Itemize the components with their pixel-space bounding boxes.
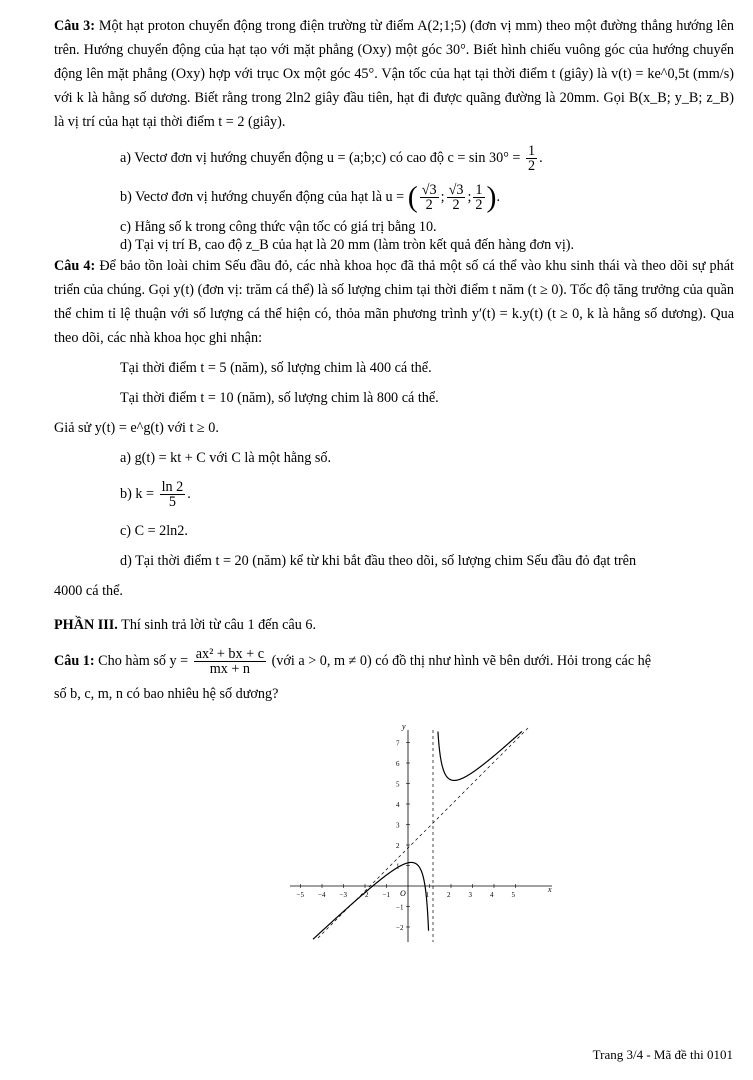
y-axis-label: y bbox=[402, 722, 406, 731]
x-tick-label: −5 bbox=[296, 891, 304, 899]
q3-option-b: b) Vectơ đơn vị hướng chuyển động của hạt là u = ( $\frac{√3}{2}$ ; $\frac{√3}{2}$ ; $\frac{1}{2}$ ). bbox=[120, 180, 501, 214]
q1-intro bbox=[54, 647, 734, 676]
q1-num: ax² + bx + c bbox=[195, 646, 265, 662]
page-footer: Trang 3/4 - Mã đề thi 0101 bbox=[592, 1047, 733, 1062]
q3-b-frac2 bbox=[447, 183, 466, 212]
q4-option-d: d) Tại thời điểm t = 20 (năm) kể từ khi bắt đầu theo dõi, số lượng chim Sếu đầu đỏ đạt trên bbox=[120, 553, 637, 569]
q3-option-c: c) Hằng số k trong công thức vận tốc có giá trị bằng 10. bbox=[120, 219, 437, 235]
y-tick-label: −2 bbox=[396, 924, 404, 932]
x-tick-label: 1 bbox=[425, 891, 429, 899]
x-tick-label: −4 bbox=[318, 891, 326, 899]
y-tick-label: 1 bbox=[396, 862, 400, 871]
q4-option-a: a) g(t) = kt + C với C là một hằng số. bbox=[120, 450, 332, 466]
q3-option-a: a) Vectơ đơn vị hướng chuyển động u = (a;b;c) có cao độ c = sin 30° = $\frac{1}{2}$ . bbox=[120, 143, 543, 174]
x-tick-label: 2 bbox=[447, 891, 451, 899]
q4-b-num: ln 2 bbox=[161, 479, 184, 495]
curve-right-branch bbox=[438, 731, 522, 780]
q3-b-text: b) Vectơ đơn vị hướng chuyển động của hạt là u = bbox=[120, 188, 405, 205]
y-tick-label: 6 bbox=[396, 760, 400, 768]
y-tick-label: 5 bbox=[396, 780, 400, 789]
q3-a-den: 2 bbox=[527, 158, 536, 174]
x-tick-label: −2 bbox=[361, 891, 369, 899]
x-tick-label: 3 bbox=[468, 891, 472, 899]
x-tick-label: −1 bbox=[382, 891, 390, 899]
x-tick-label: 5 bbox=[511, 891, 515, 899]
part3-label: PHẦN III. bbox=[54, 617, 118, 633]
y-tick-label: 2 bbox=[396, 842, 400, 850]
q3-a-num: 1 bbox=[527, 143, 536, 159]
part3-heading bbox=[54, 613, 734, 637]
q4-observation-1: Tại thời điểm t = 5 (năm), số lượng chim là 400 cá thể. bbox=[120, 360, 432, 376]
q3-b-frac1-den: 2 bbox=[425, 197, 433, 213]
q4-b-den: 5 bbox=[168, 494, 176, 510]
q4-b-fraction bbox=[160, 480, 186, 509]
q3-b-frac3-den: 2 bbox=[475, 197, 483, 213]
q3-b-frac3-num: 1 bbox=[475, 182, 483, 198]
q4-intro-text: Để bảo tồn loài chim Sếu đầu đỏ, các nhà khoa học đã thả một số cá thể vào khu sinh thái và theo dõi sự phát triển của chúng. Gọi y(t) (đơn vị: trăm cá thể) là số lượng chim tại thời điểm t năm (t ≥ 0). Tốc độ tăng trưởng của quần thể chim tỉ lệ thuận với số lượng cá thể hiện có, thỏa mãn phương trình y′(t) = k.y(t) (t ≥ 0, k là hằng số dương). Qua theo dõi, các nhà khoa học ghi nhận: bbox=[54, 258, 734, 346]
q3-b-frac1 bbox=[420, 183, 439, 212]
q3-b-frac2-num: √3 bbox=[448, 182, 464, 198]
q1-den: mx + n bbox=[209, 661, 251, 677]
q3-label: Câu 3: bbox=[54, 18, 95, 34]
q4-observation-2: Tại thời điểm t = 10 (năm), số lượng chim là 800 cá thể. bbox=[120, 390, 439, 406]
q4-label: Câu 4: bbox=[54, 258, 96, 274]
part3-text: Thí sinh trả lời từ câu 1 đến câu 6. bbox=[117, 617, 316, 633]
q1-pre: Cho hàm số y = bbox=[94, 652, 189, 669]
q3-intro bbox=[54, 14, 734, 134]
q3-option-d: d) Tại vị trí B, cao độ z_B của hạt là 20 mm (làm tròn kết quả đến hàng đơn vị). bbox=[120, 237, 575, 253]
q4-assumption: Giả sử y(t) = e^g(t) với t ≥ 0. bbox=[54, 420, 219, 436]
q4-option-c: c) C = 2ln2. bbox=[120, 523, 188, 539]
q1-post: (với a > 0, m ≠ 0) có đồ thị như hình vẽ bên dưới. Hỏi trong các hệ bbox=[268, 652, 652, 669]
q4-intro bbox=[54, 254, 734, 350]
q4-b-text: b) k = bbox=[120, 485, 155, 502]
exam-page bbox=[54, 14, 734, 706]
x-tick-label: 4 bbox=[490, 891, 494, 899]
origin-label: O bbox=[400, 889, 406, 898]
q3-b-frac3 bbox=[473, 183, 484, 212]
q1-fraction bbox=[194, 647, 266, 676]
q3-a-fraction bbox=[526, 144, 537, 173]
x-tick-label: −3 bbox=[339, 891, 347, 899]
y-tick-label: 7 bbox=[396, 739, 400, 748]
y-tick-label: 4 bbox=[396, 801, 400, 809]
q3-intro-text: Một hạt proton chuyển động trong điện trường từ điểm A(2;1;5) (đơn vị mm) theo một đường thẳng hướng lên trên. Hướng chuyển động của hạt tạo với mặt phẳng (Oxy) một góc 30°. Biết hình chiếu vuông góc của hướng chuyển động lên mặt phẳng (Oxy) hợp với trục Ox một góc 45°. Vận tốc của hạt tại thời điểm t (giây) là v(t) = ke^0,5t (mm/s) với k là hằng số dương. Biết rằng trong 2ln2 giây đầu tiên, hạt đi được quãng đường là 20mm. Gọi B(x_B; y_B; z_B) là vị trí của hạt tại thời điểm t = 2 (giây). bbox=[54, 18, 734, 130]
q1-question: số b, c, m, n có bao nhiêu hệ số dương? bbox=[54, 686, 279, 702]
curve-left-branch bbox=[313, 862, 429, 939]
x-axis-label: x bbox=[548, 885, 552, 894]
function-graph bbox=[290, 720, 570, 950]
q3-b-frac1-num: √3 bbox=[421, 182, 437, 198]
q4-option-d-cont: 4000 cá thể. bbox=[54, 583, 123, 599]
q4-option-b: b) k = $\frac{\ln 2}{5}$ . bbox=[120, 479, 191, 510]
q3-b-frac2-den: 2 bbox=[452, 197, 460, 213]
y-tick-label: −1 bbox=[396, 903, 404, 912]
q3-a-text: a) Vectơ đơn vị hướng chuyển động u = (a;b;c) có cao độ c = sin 30° = bbox=[120, 149, 521, 166]
y-tick-label: 3 bbox=[396, 821, 400, 830]
q1-label: Câu 1: bbox=[54, 652, 95, 669]
